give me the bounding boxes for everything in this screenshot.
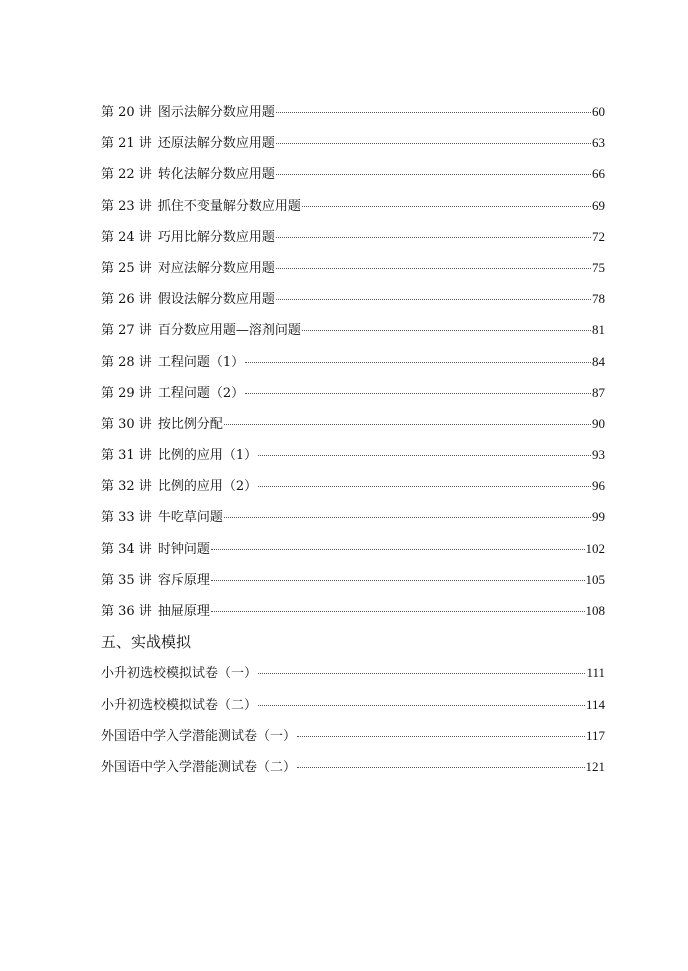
entry-title: 工程问题（1） [157, 354, 245, 370]
dot-leader [302, 329, 591, 331]
entry-number: 第 21 讲 [101, 136, 152, 152]
toc-entry-lecture-30[interactable] [101, 412, 605, 443]
entry-number: 第 30 讲 [101, 416, 152, 432]
entry-page-number: 90 [592, 415, 605, 431]
toc-entry-lecture-20[interactable] [101, 100, 605, 131]
entry-page-number: 78 [592, 291, 605, 307]
entry-page-number: 87 [592, 384, 605, 400]
entry-title: 巧用比解分数应用题 [157, 229, 275, 245]
entry-title: 假设法解分数应用题 [157, 292, 275, 308]
toc-entry-lecture-23[interactable] [101, 194, 605, 225]
dot-leader [245, 392, 591, 394]
entry-number: 第 27 讲 [101, 323, 152, 339]
entry-title: 对应法解分数应用题 [157, 260, 275, 276]
dot-leader [224, 516, 591, 518]
entry-number: 第 24 讲 [101, 229, 152, 245]
toc-entry-lecture-33[interactable] [101, 505, 605, 536]
entry-number: 第 28 讲 [101, 354, 152, 370]
entry-title: 牛吃草问题 [157, 510, 223, 526]
entry-number: 第 35 讲 [101, 572, 152, 588]
entry-number: 第 34 讲 [101, 541, 152, 557]
entry-number: 第 20 讲 [101, 105, 152, 120]
entry-title: 时钟问题 [157, 541, 210, 557]
dot-leader [276, 267, 591, 269]
entry-number: 第 31 讲 [101, 448, 152, 464]
toc-entry-lecture-32[interactable] [101, 474, 605, 505]
dot-leader [276, 236, 591, 238]
dot-leader [211, 548, 585, 550]
dot-leader [258, 704, 585, 706]
dot-leader [276, 111, 591, 113]
entry-page-number: 117 [585, 727, 605, 743]
dot-leader [211, 579, 585, 581]
toc-entry-lecture-27[interactable] [101, 318, 605, 349]
toc-entry-exam-2[interactable] [101, 693, 605, 724]
toc-entry-lecture-31[interactable] [101, 443, 605, 474]
entry-title: 百分数应用题—溶剂问题 [157, 323, 301, 339]
dot-leader [276, 142, 591, 144]
entry-page-number: 69 [592, 197, 605, 213]
dot-leader [258, 485, 591, 487]
table-of-contents [101, 100, 605, 786]
entry-page-number: 63 [592, 135, 605, 151]
toc-entry-lecture-22[interactable] [101, 162, 605, 193]
entry-number: 第 22 讲 [101, 167, 152, 183]
entry-title: 按比例分配 [157, 416, 223, 432]
entry-title: 转化法解分数应用题 [157, 167, 275, 183]
section-heading: 五、实战模拟 [101, 633, 192, 652]
toc-entry-lecture-35[interactable] [101, 568, 605, 599]
entry-page-number: 72 [592, 228, 605, 244]
dot-leader [224, 423, 591, 425]
entry-page-number: 84 [592, 353, 605, 369]
entry-title: 工程问题（2） [157, 385, 245, 401]
entry-number: 第 32 讲 [101, 479, 152, 495]
toc-entry-lecture-25[interactable] [101, 256, 605, 287]
toc-entry-lecture-34[interactable] [101, 537, 605, 568]
entry-page-number: 75 [592, 259, 605, 275]
entry-page-number: 99 [592, 509, 605, 525]
entry-title: 抽屉原理 [157, 604, 210, 619]
dot-leader [258, 672, 585, 674]
entry-page-number: 60 [592, 104, 605, 119]
toc-entry-lecture-29[interactable] [101, 381, 605, 412]
entry-page-number: 111 [586, 665, 605, 681]
entry-title: 还原法解分数应用题 [157, 136, 275, 152]
entry-number: 第 29 讲 [101, 385, 152, 401]
toc-entry-exam-4[interactable] [101, 755, 605, 786]
toc-entry-lecture-36[interactable] [101, 599, 605, 630]
dot-leader [297, 766, 584, 768]
toc-entry-exam-1[interactable] [101, 661, 605, 692]
entry-page-number: 96 [592, 478, 605, 494]
entry-number: 第 23 讲 [101, 198, 152, 214]
entry-title: 小升初选校模拟试卷（一） [101, 666, 258, 682]
entry-number: 第 25 讲 [101, 260, 152, 276]
toc-entry-exam-3[interactable] [101, 724, 605, 755]
dot-leader [276, 173, 591, 175]
dot-leader [211, 610, 585, 612]
entry-page-number: 108 [585, 603, 605, 618]
entry-title: 比例的应用（2） [157, 479, 258, 495]
entry-page-number: 114 [585, 696, 605, 712]
entry-number: 第 26 讲 [101, 292, 152, 308]
entry-number: 第 36 讲 [101, 604, 152, 619]
entry-number: 第 33 讲 [101, 510, 152, 526]
dot-leader [302, 205, 591, 207]
toc-entry-lecture-21[interactable] [101, 131, 605, 162]
entry-title: 图示法解分数应用题 [157, 105, 275, 120]
dot-leader [258, 454, 591, 456]
toc-entry-lecture-28[interactable] [101, 350, 605, 381]
entry-title: 外国语中学入学潜能测试卷（一） [101, 728, 297, 744]
entry-page-number: 121 [585, 758, 605, 774]
entry-title: 容斥原理 [157, 572, 210, 588]
dot-leader [245, 361, 591, 363]
entry-page-number: 66 [592, 166, 605, 182]
entry-title: 小升初选校模拟试卷（二） [101, 697, 258, 713]
entry-title: 外国语中学入学潜能测试卷（二） [101, 759, 297, 775]
dot-leader [276, 298, 591, 300]
entry-title: 比例的应用（1） [157, 448, 258, 464]
dot-leader [297, 735, 585, 737]
entry-page-number: 102 [585, 540, 605, 556]
toc-entry-lecture-26[interactable] [101, 287, 605, 318]
entry-page-number: 105 [585, 571, 605, 587]
toc-entry-lecture-24[interactable] [101, 225, 605, 256]
entry-page-number: 93 [592, 447, 605, 463]
entry-title: 抓住不变量解分数应用题 [157, 198, 301, 214]
entry-page-number: 81 [592, 322, 605, 338]
